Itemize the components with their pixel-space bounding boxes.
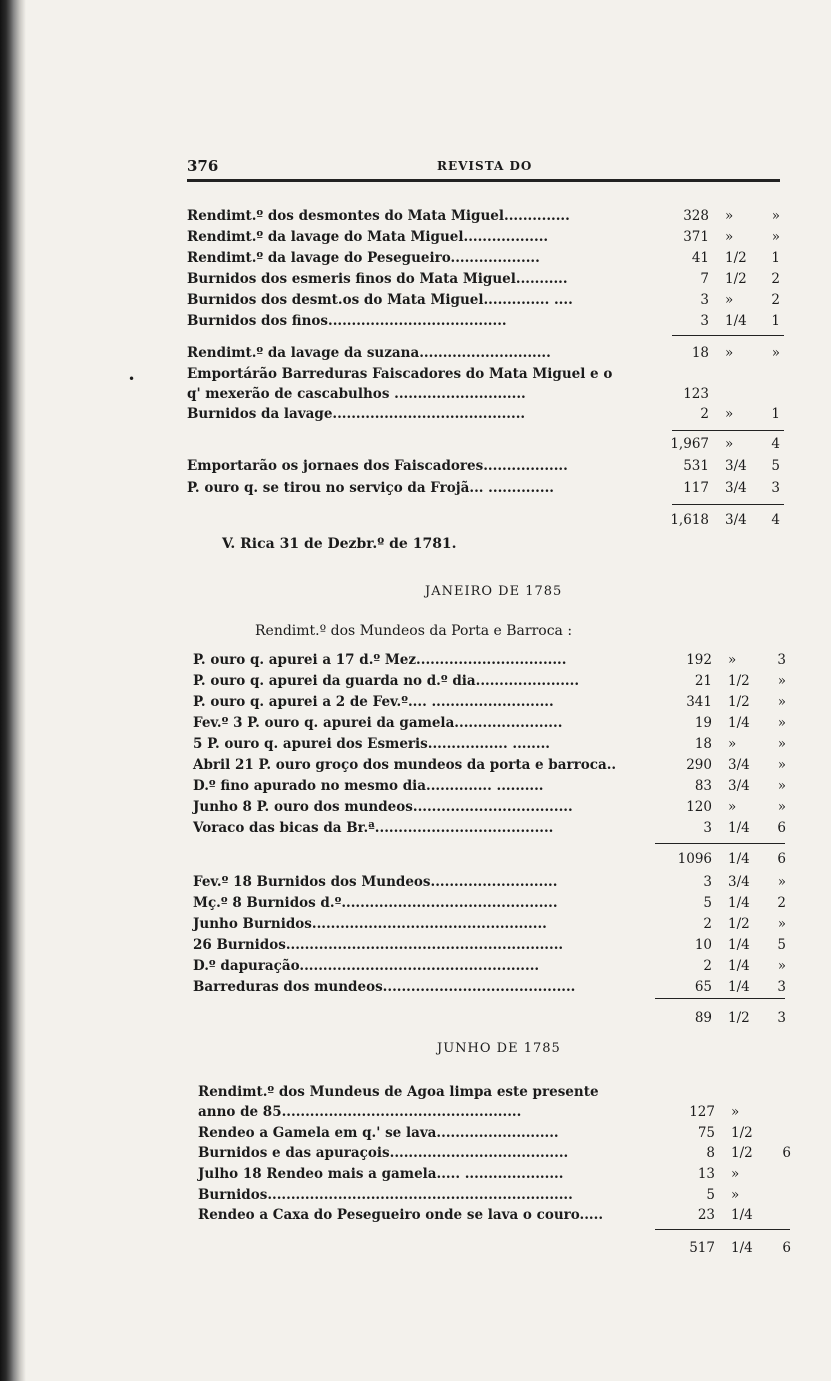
amount-value: 7 (700, 271, 709, 287)
row-label: Mç.º 8 Burnidos d.º.............................................. (193, 895, 558, 911)
amount-value: 127 (689, 1104, 715, 1120)
section-title-junho: JUNHO DE 1785 (437, 1041, 561, 1056)
third-value: 6 (782, 1240, 791, 1256)
third-value: 2 (771, 271, 780, 287)
third-value: » (777, 694, 786, 710)
ledger-row (193, 692, 786, 712)
amount-value: 120 (686, 799, 712, 815)
amount-value: 19 (694, 715, 712, 731)
ledger-row (193, 776, 786, 796)
section-title-janeiro: JANEIRO DE 1785 (425, 584, 563, 599)
fraction-value: 1/4 (728, 895, 750, 911)
sum-rule (655, 843, 785, 844)
amount-value: 3 (700, 292, 709, 308)
page-header (187, 157, 780, 182)
amount-value: 3 (703, 820, 712, 836)
margin-mark: • (128, 372, 136, 386)
fraction-value: » (725, 406, 734, 422)
page-number: 376 (187, 157, 219, 175)
row-label: Emportarão os jornaes dos Faiscadores.................. (187, 458, 568, 474)
row-label: Abril 21 P. ouro groço dos mundeos da porta e barroca.. (193, 757, 617, 773)
amount-value: 75 (697, 1125, 715, 1141)
fraction-value: 1/4 (725, 313, 747, 329)
amount-value: 21 (694, 673, 712, 689)
amount-value: 83 (694, 778, 712, 794)
ledger-row (193, 755, 786, 775)
row-label: Burnidos dos finos...................................... (187, 313, 507, 329)
ledger-row (198, 1102, 791, 1122)
fraction-value: 1/4 (728, 820, 750, 836)
ledger-row (193, 849, 786, 869)
signature-line: V. Rica 31 de Dezbr.º de 1781. (222, 536, 457, 552)
row-label: Voraco das bicas da Br.ª...................................... (193, 820, 554, 836)
row-label: q' mexerão de cascabulhos ............................ (187, 386, 526, 402)
third-value: » (777, 757, 786, 773)
third-value: » (777, 958, 786, 974)
third-value: 5 (771, 458, 780, 474)
sum-rule (672, 430, 784, 431)
ledger-row (198, 1185, 791, 1205)
ledger-row (187, 311, 780, 331)
third-value: » (771, 345, 780, 361)
amount-value: 18 (694, 736, 712, 752)
third-value: 1 (771, 313, 780, 329)
amount-value: 41 (691, 250, 709, 266)
ledger-row (198, 1238, 791, 1258)
amount-value: 328 (683, 208, 709, 224)
ledger-row (193, 977, 786, 997)
third-value: » (777, 799, 786, 815)
third-value: » (777, 916, 786, 932)
amount-value: 192 (686, 652, 712, 668)
row-label: P. ouro q. apurei da guarda no d.º dia...................... (193, 673, 580, 689)
amount-value: 341 (686, 694, 712, 710)
amount-value: 1,967 (670, 436, 709, 452)
fraction-value: 1/2 (728, 673, 750, 689)
amount-value: 531 (683, 458, 709, 474)
row-label: Rendimt.º da lavage da suzana............................ (187, 345, 551, 361)
ledger-row (198, 1082, 791, 1102)
third-value: » (771, 229, 780, 245)
row-label: Julho 18 Rendeo mais a gamela..... ..................... (198, 1166, 564, 1182)
ledger-row (193, 872, 786, 892)
third-value: 5 (777, 937, 786, 953)
amount-value: 5 (703, 895, 712, 911)
amount-value: 5 (706, 1187, 715, 1203)
section-subtitle: Rendimt.º dos Mundeos da Porta e Barroca : (255, 623, 573, 639)
amount-value: 2 (703, 958, 712, 974)
row-label: Burnidos dos esmeris finos do Mata Miguel........... (187, 271, 568, 287)
fraction-value: 3/4 (728, 757, 750, 773)
fraction-value: 1/2 (731, 1145, 753, 1161)
third-value: » (777, 715, 786, 731)
third-value: 6 (782, 1145, 791, 1161)
amount-value: 23 (697, 1207, 715, 1223)
amount-value: 2 (700, 406, 709, 422)
fraction-value: 1/2 (725, 271, 747, 287)
fraction-value: 1/2 (728, 694, 750, 710)
ledger-row (187, 434, 780, 454)
amount-value: 65 (694, 979, 712, 995)
amount-value: 517 (689, 1240, 715, 1256)
row-label: Rendimt.º dos desmontes do Mata Miguel.............. (187, 208, 570, 224)
row-label: Emportárão Barreduras Faiscadores do Mata Miguel e o (187, 366, 613, 382)
amount-value: 2 (703, 916, 712, 932)
row-label: D.º fino apurado no mesmo dia.............. .......... (193, 778, 544, 794)
ledger-row (187, 227, 780, 247)
row-label: Rendeo a Gamela em q.' se lava.......................... (198, 1125, 559, 1141)
amount-value: 371 (683, 229, 709, 245)
third-value: » (777, 778, 786, 794)
fraction-value: » (725, 208, 734, 224)
row-label: Junho 8 P. ouro dos mundeos.................................. (193, 799, 573, 815)
ledger-row (193, 935, 786, 955)
fraction-value: 1/4 (731, 1207, 753, 1223)
row-label: 5 P. ouro q. apurei dos Esmeris................. ........ (193, 736, 550, 752)
fraction-value: 3/4 (725, 458, 747, 474)
third-value: 6 (777, 820, 786, 836)
fraction-value: » (725, 229, 734, 245)
sum-rule (672, 504, 784, 505)
ledger-row (198, 1123, 791, 1143)
ledger-row (187, 290, 780, 310)
book-spine-shadow (0, 0, 26, 1381)
ledger-row (193, 734, 786, 754)
third-value: 2 (777, 895, 786, 911)
amount-value: 117 (683, 480, 709, 496)
row-label: Rendimt.º dos Mundeus de Agoa limpa este presente (198, 1084, 599, 1100)
fraction-value: 3/4 (725, 512, 747, 528)
amount-value: 1096 (677, 851, 712, 867)
fraction-value: » (728, 652, 737, 668)
row-label: P. ouro q. apurei a 2 de Fev.º.... .......................... (193, 694, 554, 710)
row-label: Burnidos da lavage......................................... (187, 406, 526, 422)
third-value: 6 (777, 851, 786, 867)
amount-value: 13 (697, 1166, 715, 1182)
fraction-value: 3/4 (728, 778, 750, 794)
fraction-value: 3/4 (725, 480, 747, 496)
fraction-value: 1/4 (728, 851, 750, 867)
amount-value: 89 (694, 1010, 712, 1026)
ledger-row (187, 269, 780, 289)
fraction-value: 1/4 (728, 979, 750, 995)
ledger-row (193, 818, 786, 838)
fraction-value: » (728, 736, 737, 752)
fraction-value: 1/4 (728, 937, 750, 953)
third-value: 3 (777, 1010, 786, 1026)
ledger-row (187, 384, 780, 404)
fraction-value: » (731, 1104, 740, 1120)
fraction-value: 1/4 (731, 1240, 753, 1256)
fraction-value: 3/4 (728, 874, 750, 890)
ledger-row (187, 248, 780, 268)
fraction-value: » (725, 436, 734, 452)
row-label: Burnidos................................................................. (198, 1187, 573, 1203)
third-value: » (777, 874, 786, 890)
ledger-row (187, 364, 780, 384)
sum-rule (672, 335, 784, 336)
third-value: 4 (771, 436, 780, 452)
amount-value: 290 (686, 757, 712, 773)
fraction-value: 1/4 (728, 715, 750, 731)
ledger-row (193, 671, 786, 691)
ledger-row (193, 1008, 786, 1028)
sum-rule (655, 1229, 790, 1230)
third-value: 1 (771, 250, 780, 266)
row-label: anno de 85................................................... (198, 1104, 522, 1120)
ledger-row (198, 1164, 791, 1184)
ledger-row (198, 1143, 791, 1163)
fraction-value: » (725, 292, 734, 308)
row-label: D.º dapuração................................................... (193, 958, 540, 974)
ledger-row (187, 404, 780, 424)
fraction-value: » (731, 1166, 740, 1182)
amount-value: 8 (706, 1145, 715, 1161)
third-value: » (777, 736, 786, 752)
third-value: 3 (771, 480, 780, 496)
sum-rule (655, 998, 785, 999)
ledger-row (187, 456, 780, 476)
ledger-row (193, 893, 786, 913)
third-value: 3 (777, 652, 786, 668)
ledger-row (187, 510, 780, 530)
row-label: Barreduras dos mundeos......................................... (193, 979, 576, 995)
row-label: P. ouro q. apurei a 17 d.º Mez................................ (193, 652, 567, 668)
fraction-value: 1/2 (731, 1125, 753, 1141)
amount-value: 10 (694, 937, 712, 953)
row-label: Burnidos dos desmt.os do Mata Miguel.............. .... (187, 292, 573, 308)
amount-value: 123 (683, 386, 709, 402)
ledger-row (187, 206, 780, 226)
fraction-value: 1/2 (728, 1010, 750, 1026)
third-value: 1 (771, 406, 780, 422)
fraction-value: » (728, 799, 737, 815)
row-label: Fev.º 3 P. ouro q. apurei da gamela....................... (193, 715, 563, 731)
amount-value: 1,618 (670, 512, 709, 528)
third-value: 4 (771, 512, 780, 528)
fraction-value: 1/2 (728, 916, 750, 932)
amount-value: 3 (703, 874, 712, 890)
ledger-row (193, 713, 786, 733)
row-label: 26 Burnidos........................................................... (193, 937, 564, 953)
ledger-row (193, 956, 786, 976)
fraction-value: » (731, 1187, 740, 1203)
third-value: » (771, 208, 780, 224)
row-label: Burnidos e das apuraçois...................................... (198, 1145, 569, 1161)
row-label: Rendimt.º da lavage do Pesegueiro................... (187, 250, 540, 266)
fraction-value: 1/4 (728, 958, 750, 974)
amount-value: 18 (691, 345, 709, 361)
running-title: REVISTA DO (437, 159, 533, 173)
row-label: Fev.º 18 Burnidos dos Mundeos........................... (193, 874, 558, 890)
ledger-row (187, 478, 780, 498)
third-value: » (777, 673, 786, 689)
row-label: Rendeo a Caxa do Pesegueiro onde se lava o couro..... (198, 1207, 604, 1223)
amount-value: 3 (700, 313, 709, 329)
ledger-row (193, 650, 786, 670)
fraction-value: » (725, 345, 734, 361)
ledger-row (198, 1205, 791, 1225)
third-value: 3 (777, 979, 786, 995)
ledger-row (187, 343, 780, 363)
ledger-row (193, 914, 786, 934)
third-value: 2 (771, 292, 780, 308)
row-label: Junho Burnidos.................................................. (193, 916, 547, 932)
row-label: P. ouro q. se tirou no serviço da Frojã... .............. (187, 480, 554, 496)
fraction-value: 1/2 (725, 250, 747, 266)
ledger-row (193, 797, 786, 817)
row-label: Rendimt.º da lavage do Mata Miguel.................. (187, 229, 549, 245)
